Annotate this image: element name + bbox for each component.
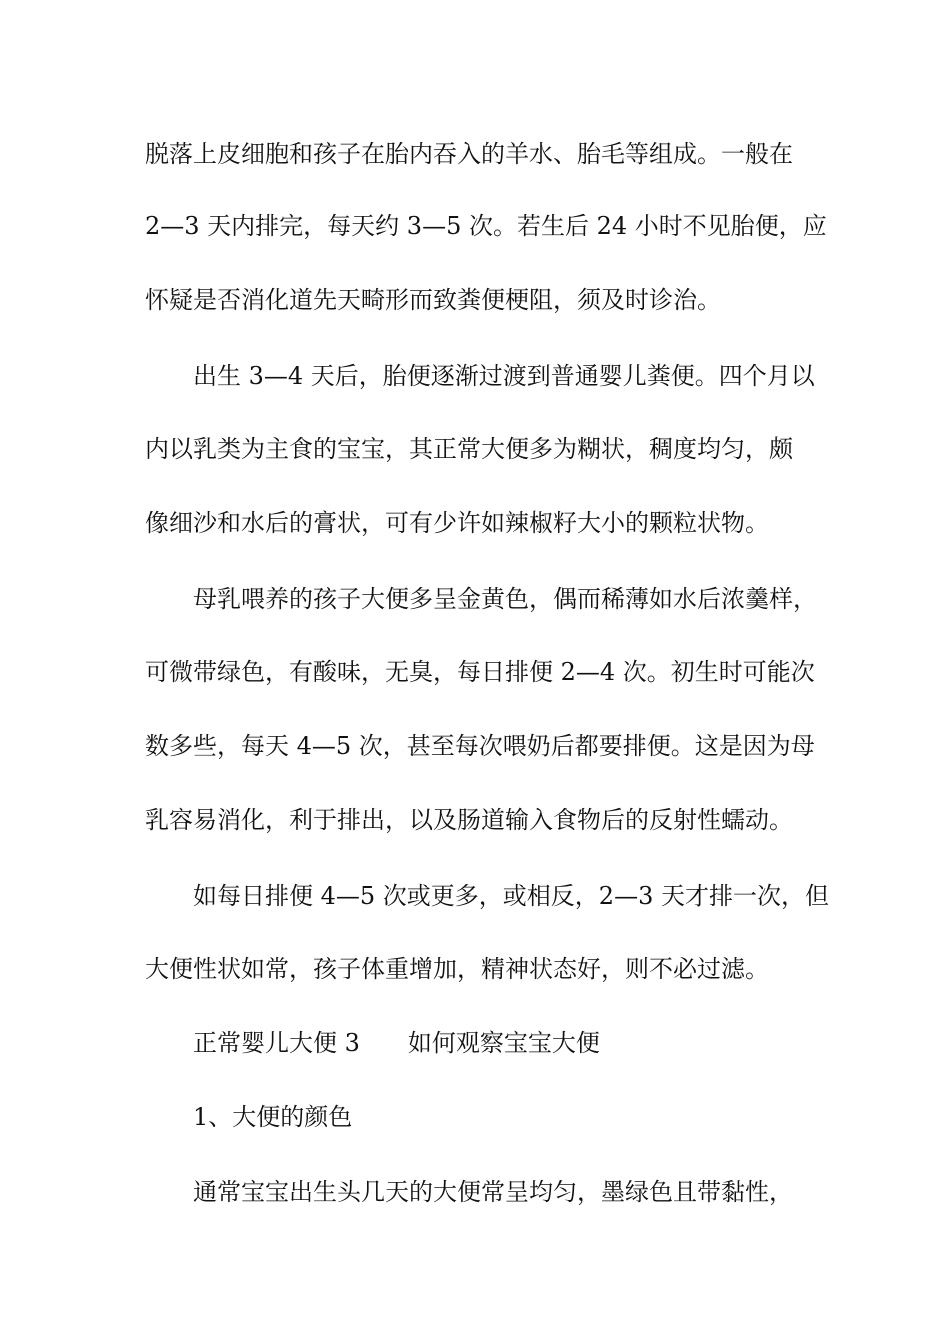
text-line: 通常宝宝出生头几天的大便常呈均匀，墨绿色且带黏性， bbox=[193, 1178, 793, 1206]
section-heading: 正常婴儿大便 3 如何观察宝宝大便 bbox=[193, 1029, 600, 1057]
subsection-heading: 1、大便的颜色 bbox=[193, 1103, 353, 1131]
text-line: 乳容易消化，利于排出，以及肠道输入食物后的反射性蠕动。 bbox=[145, 806, 793, 834]
text-line: 脱落上皮细胞和孩子在胎内吞入的羊水、胎毛等组成。一般在 bbox=[145, 140, 793, 168]
text-line: 可微带绿色，有酸味，无臭，每日排便 2—4 次。初生时可能次 bbox=[145, 658, 815, 686]
text-line: 内以乳类为主食的宝宝，其正常大便多为糊状，稠度均匀，颇 bbox=[145, 435, 793, 463]
text-line: 如每日排便 4—5 次或更多，或相反，2—3 天才排一次，但 bbox=[193, 882, 829, 910]
text-line: 2—3 天内排完，每天约 3—5 次。若生后 24 小时不见胎便，应 bbox=[145, 212, 827, 240]
text-line: 数多些，每天 4—5 次，甚至每次喂奶后都要排便。这是因为母 bbox=[145, 732, 815, 760]
text-line: 母乳喂养的孩子大便多呈金黄色，偶而稀薄如水后浓羹样， bbox=[193, 585, 817, 613]
text-line: 大便性状如常，孩子体重增加，精神状态好，则不必过滤。 bbox=[145, 955, 769, 983]
text-line: 怀疑是否消化道先天畸形而致粪便梗阻，须及时诊治。 bbox=[145, 286, 721, 314]
text-line: 出生 3—4 天后，胎便逐渐过渡到普通婴儿粪便。四个月以 bbox=[193, 362, 815, 390]
text-line: 像细沙和水后的膏状，可有少许如辣椒籽大小的颗粒状物。 bbox=[145, 509, 769, 537]
